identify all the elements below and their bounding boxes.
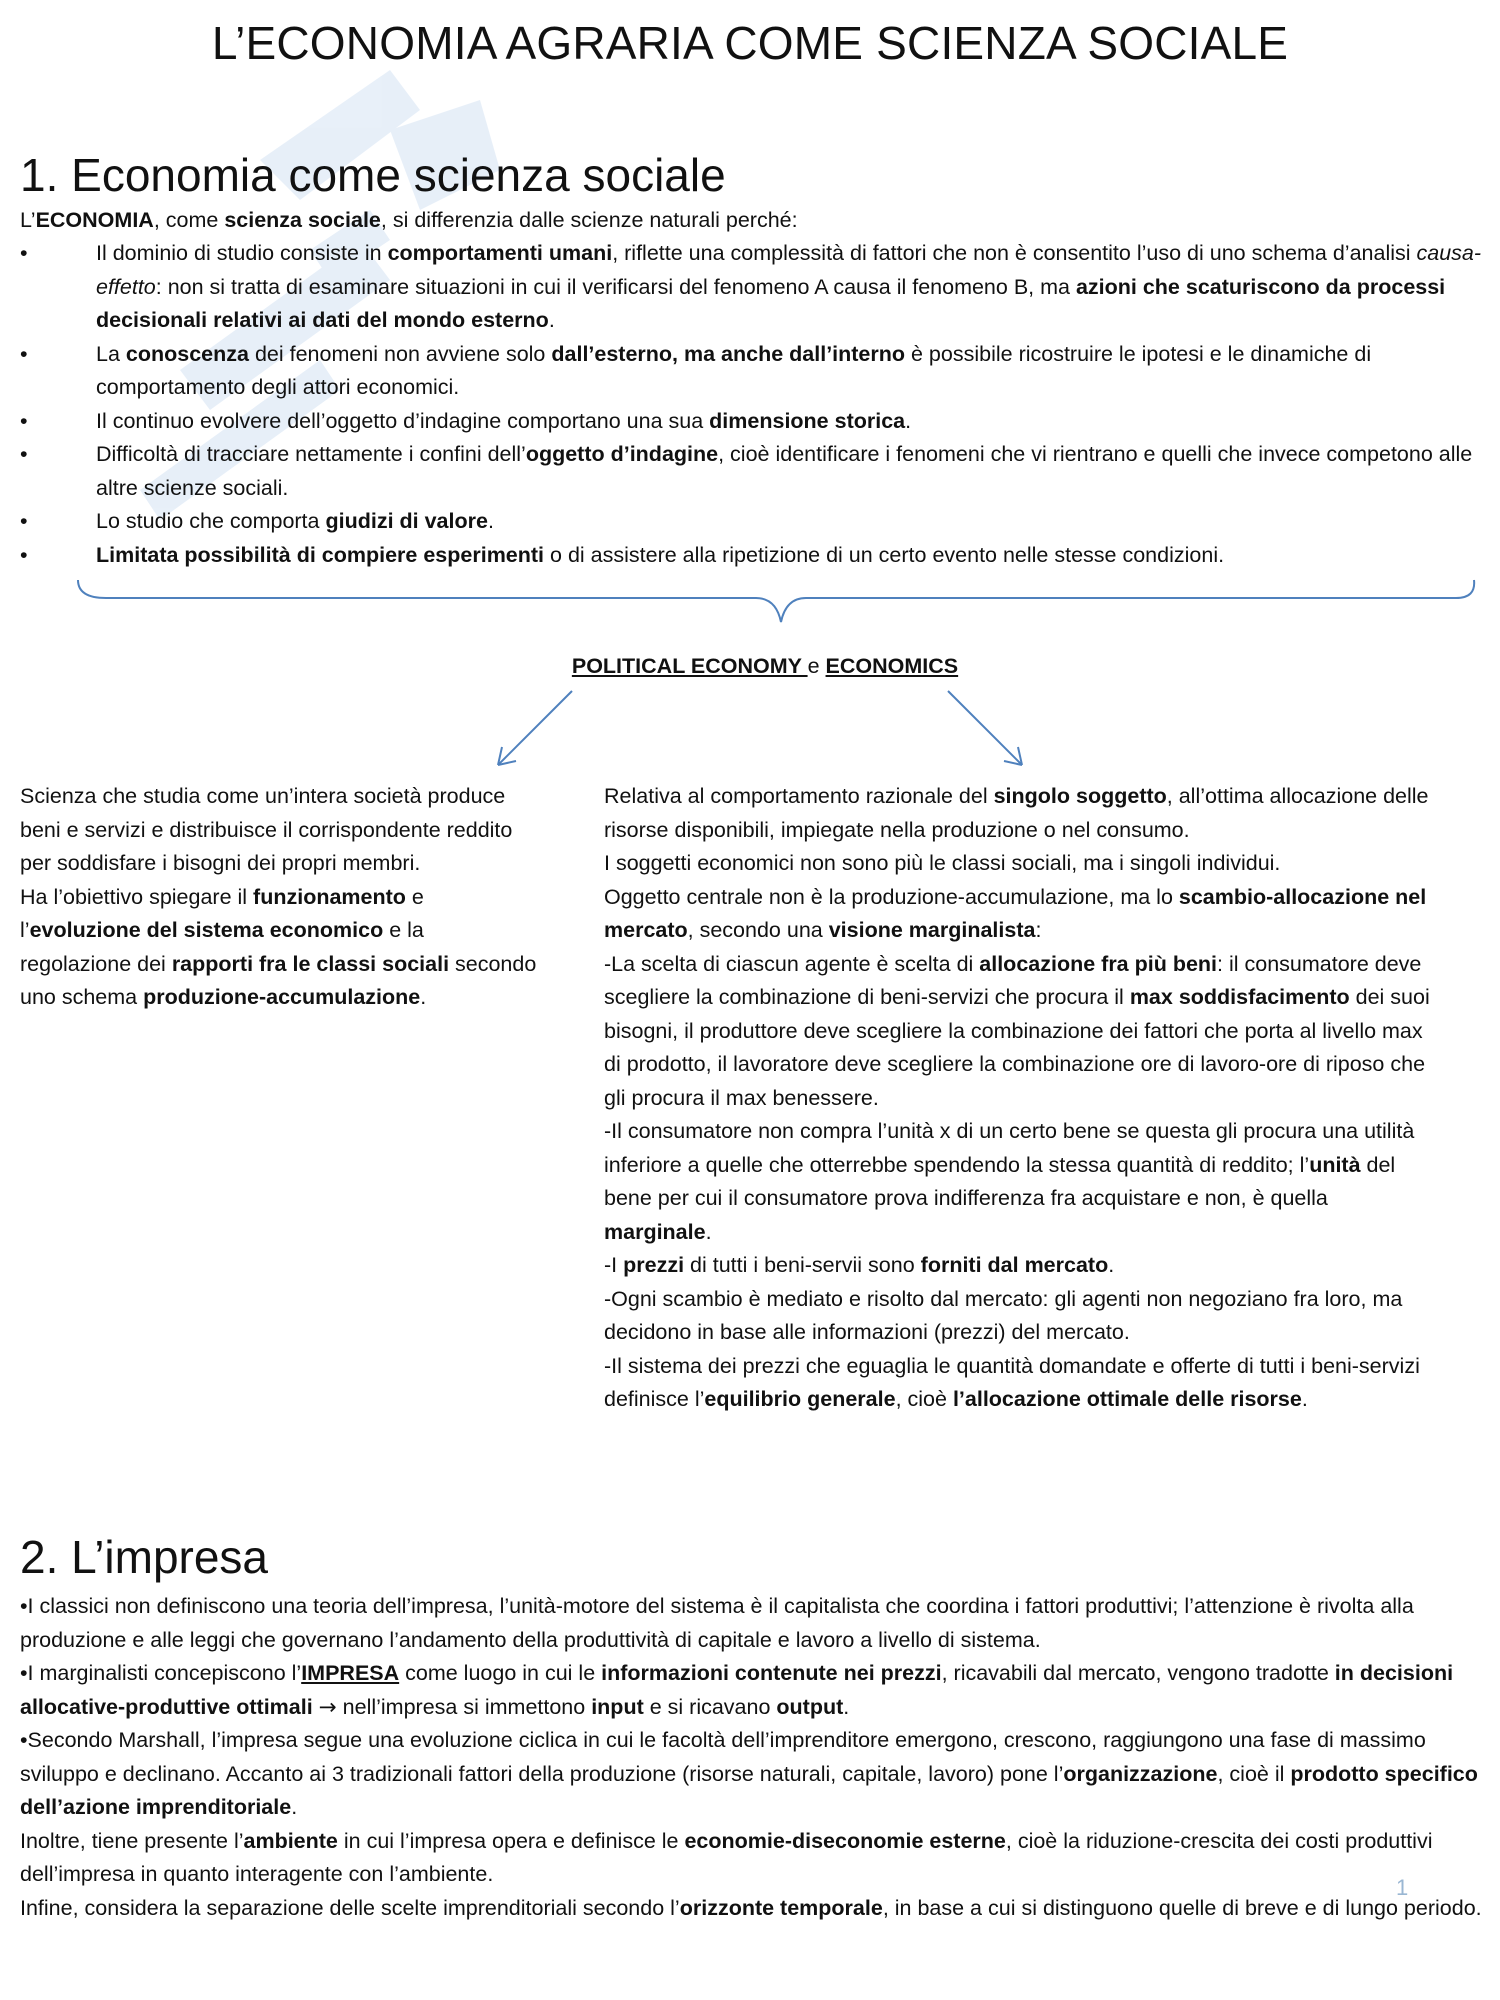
list-item <box>20 539 1490 573</box>
list-item <box>20 438 1490 505</box>
section-1-intro: L’ECONOMIA, come scienza sociale, si differenzia dalle scienze naturali perché: <box>20 208 798 232</box>
list-item <box>20 505 1490 539</box>
conjunction: e <box>807 654 820 678</box>
bullet-symbol: • <box>20 542 28 567</box>
bullet-symbol: • <box>20 241 28 265</box>
list-item-text: Limitata possibilità di compiere esperimenti o di assistere alla ripetizione di un certo evento nelle stesse condizioni. <box>96 542 1225 567</box>
list-item-text: La conoscenza dei fenomeni non avviene solo dall’esterno, ma anche dall’interno è possibile ricostruire le ipotesi e le dinamiche di comportamento degli attori economici. <box>96 341 1372 399</box>
section-2-heading: 2. L’impresa <box>20 1531 269 1583</box>
economics-description: Relativa al comportamento razionale del singolo soggetto, all’ottima allocazione delle risorse disponibili, impiegate nella produzione o nel consumo. I soggetti economici non sono più le classi sociali, ma i singoli individui. Oggetto centrale non è la produzione-accumulazione, ma lo scambio-allocazione nel mercato, secondo una visione marginalista: -La scelta di ciascun agente è scelta di allocazione fra più beni: il consumatore deve scegliere la combinazione di beni-servizi che procura il max soddisfacimento dei suoi bisogni, il produttore deve scegliere la combinazione dei fattori che porta al livello max di prodotto, il lavoratore deve scegliere la combinazione ore di lavoro-ore di riposo che gli procura il max benessere. -Il consumatore non compra l’unità x di un certo bene se questa gli procura una utilità inferiore a quelle che otterrebbe spendendo la stessa quantità di reddito; l’unità del bene per cui il consumatore prova indifferenza fra acquistare e non, è quella marginale. -I prezzi di tutti i beni-servii sono forniti dal mercato. -Ogni scambio è mediato e risolto dal mercato: gli agenti non negoziano fra loro, ma decidono in base alle informazioni (prezzi) del mercato. -Il sistema dei prezzi che eguaglia le quantità domandate e offerte di tutti i beni-servizi definisce l’equilibrio generale, cioè l’allocazione ottimale delle risorse. <box>604 784 1430 1411</box>
bullet-symbol: • <box>20 341 28 366</box>
political-economy-description: Scienza che studia come un’intera società produce beni e servizi e distribuisce il corrispondente reddito per soddisfare i bisogni dei propri membri. Ha l’obiettivo spiegare il funzionamento e l’evoluzione del sistema economico e la regolazione dei rapporti fra le classi sociali secondo uno schema produzione-accumulazione. <box>20 784 537 1009</box>
political-economy-vs-economics <box>20 654 1500 679</box>
section-1-bullet-list <box>20 237 1490 572</box>
paragraph: Inoltre, tiene presente l’ambiente in cui l’impresa opera e definisce le economie-diseconomie esterne, cioè la riduzione-crescita dei costi produttivi dell’impresa in quanto interagente con l’ambiente. <box>20 1828 1433 1886</box>
paragraph: •I classici non definiscono una teoria dell’impresa, l’unità-motore del sistema è il capitalista che coordina i fattori produttivi; l’attenzione è rivolta alla produzione e alle leggi che governano l’andamento della produttività di capitale e lavoro a livello di sistema. <box>20 1594 1414 1652</box>
list-item-text: Lo studio che comporta giudizi di valore. <box>96 509 494 533</box>
paragraph: Infine, considera la separazione delle scelte imprenditoriali secondo l’orizzonte temporale, in base a cui si distinguono quelle di breve e di lungo periodo. <box>20 1895 1482 1920</box>
section-1-heading: 1. Economia come scienza sociale <box>20 149 726 201</box>
document-title: L’ECONOMIA AGRARIA COME SCIENZA SOCIALE <box>211 17 1289 69</box>
bullet-symbol: • <box>20 442 28 466</box>
bullet-symbol: • <box>20 509 28 533</box>
economics-label: ECONOMICS <box>825 654 959 678</box>
section-2-body <box>20 1590 1490 1925</box>
list-item-text: Difficoltà di tracciare nettamente i confini dell’oggetto d’indagine, cioè identificare i fenomeni che vi rientrano e quelli che invece competono alle altre scienze sociali. <box>96 442 1473 500</box>
list-item-text: Il dominio di studio consiste in comportamenti umani, riflette una complessità di fattori che non è consentito l’uso di uno schema d’analisi causa-effetto: non si tratta di esaminare situazioni in cui il verificarsi del fenomeno A causa il fenomeno B, ma azioni che scaturiscono da processi decisionali relativi ai dati del mondo esterno. <box>96 241 1482 332</box>
paragraph: •Secondo Marshall, l’impresa segue una evoluzione ciclica in cui le facoltà dell’imprenditore emergono, crescono, raggiungono una fase di massimo sviluppo e declinano. Accanto ai 3 tradizionali fattori della produzione (risorse naturali, capitale, lavoro) pone l’organizzazione, cioè il prodotto specifico dell’azione imprenditoriale. <box>20 1728 1478 1819</box>
page-number: 1 <box>1396 1875 1409 1900</box>
branch-arrows <box>460 685 1080 775</box>
political-economy-label: POLITICAL ECONOMY <box>571 654 808 678</box>
list-item <box>20 237 1490 338</box>
curly-brace <box>76 578 1476 628</box>
list-item <box>20 405 1490 439</box>
paragraph: •I marginalisti concepiscono l’IMPRESA come luogo in cui le informazioni contenute nei prezzi, ricavabili dal mercato, vengono tradotte in decisioni allocative-produttive ottimali → nell’impresa si immettono input e si ricavano output. <box>20 1661 1454 1720</box>
list-item <box>20 338 1490 405</box>
bullet-symbol: • <box>20 408 28 433</box>
list-item-text: Il continuo evolvere dell’oggetto d’indagine comportano una sua dimensione storica. <box>96 408 912 433</box>
